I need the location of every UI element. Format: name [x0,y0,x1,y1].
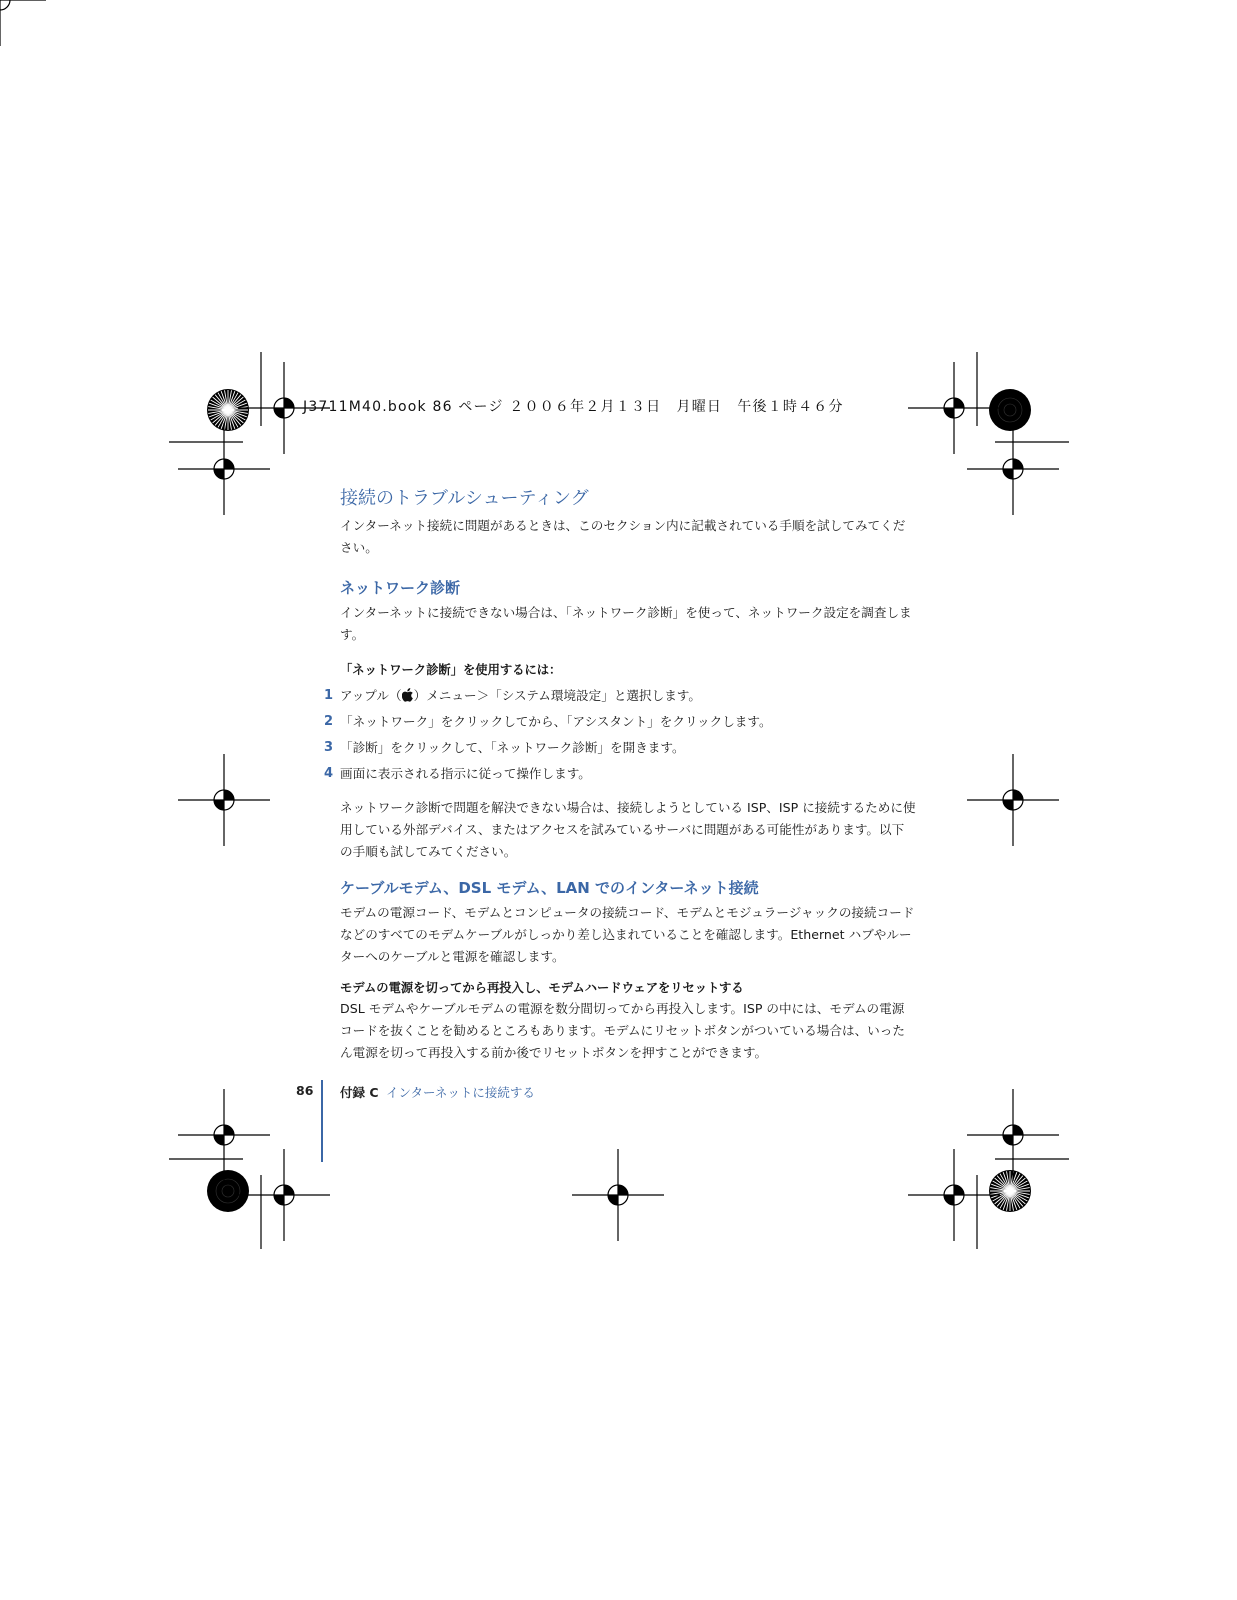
registration-mark-bottom-right-b [908,1149,1000,1241]
registration-mark-top-right-b [967,423,1059,515]
modem-section-heading: ケーブルモデム、DSL モデム、LAN でのインターネット接続 [340,879,759,897]
registration-mark-mid-right [967,754,1059,846]
section-title: 接続のトラブルシューティング [340,488,589,509]
starburst-bottom-right [989,1170,1031,1212]
starburst-top-left [207,389,249,431]
list-item [324,735,916,761]
footer-chapter: 付録 C [340,1085,379,1100]
registration-mark-bottom-left-a [178,1089,270,1181]
steps-list [324,683,916,787]
folio-divider [321,1080,323,1162]
registration-mark-bottom-left-b [238,1149,330,1241]
network-diag-heading: ネットワーク診断 [340,579,461,597]
registration-mark [0,0,46,46]
list-item [324,761,916,787]
solid-target-bottom-left [207,1170,249,1212]
apple-icon [402,688,414,702]
page-content [324,484,916,1064]
step-number: 4 [324,766,334,781]
registration-mark-mid-left [178,754,270,846]
step-text-post: ）メニュー＞「システム環境設定」と選択します。 [413,688,701,703]
step-text-pre: アップル（ [340,688,402,703]
registration-mark-bottom-center [572,1149,664,1241]
network-diag-paragraph: インターネットに接続できない場合は、「ネットワーク診断」を使って、ネットワーク設定を調査します。 [340,605,912,642]
registration-mark-top-left-b [178,423,270,515]
step-text: 「診断」をクリックして、「ネットワーク診断」を開きます。 [340,740,685,755]
modem-section-paragraph: モデムの電源コード、モデムとコンピュータの接続コード、モデムとモジュラージャックの接続コードなどのすべてのモデムケーブルがしっかり差し込まれていることを確認します。Ethernet ハブやルーターへのケーブルと電源を確認します。 [340,905,915,964]
step-text: 「ネットワーク」をクリックしてから、「アシスタント」をクリックします。 [340,714,772,729]
reset-paragraph: DSL モデムやケーブルモデムの電源を数分間切ってから再投入します。ISP の中には、モデムの電源コードを抜くことを勧めるところもあります。モデムにリセットボタンがついている場合は、いったん電源を切って再投入する前か後でリセットボタンを押すことができます。 [340,1001,905,1060]
network-diag-note: ネットワーク診断で問題を解決できない場合は、接続しようとしている ISP、ISP に接続するために使用している外部デバイス、またはアクセスを試みているサーバに問題がある可能性があります。以下の手順も試してみてください。 [340,800,916,859]
intro-paragraph: インターネット接続に問題があるときは、このセクション内に記載されている手順を試してみてください。 [340,518,906,555]
howto-heading: 「ネットワーク診断」を使用するには： [340,663,562,677]
registration-mark-top-right-a [908,362,1000,454]
slug-line: J3711M40.book 86 ページ ２００６年２月１３日 月曜日 午後１時４６分 [303,399,844,415]
list-item [324,709,916,735]
page-number: 86 [296,1083,314,1098]
footer-chapter-title: インターネットに接続する [386,1085,535,1100]
step-number: 3 [324,740,334,755]
step-number: 1 [324,688,334,703]
registration-mark-bottom-right-a [967,1089,1059,1181]
list-item [324,683,916,709]
reset-heading: モデムの電源を切ってから再投入し、モデムハードウェアをリセットする [340,981,744,995]
solid-target-top-right [989,389,1031,431]
step-number: 2 [324,714,334,729]
step-text: 画面に表示される指示に従って操作します。 [340,766,591,781]
